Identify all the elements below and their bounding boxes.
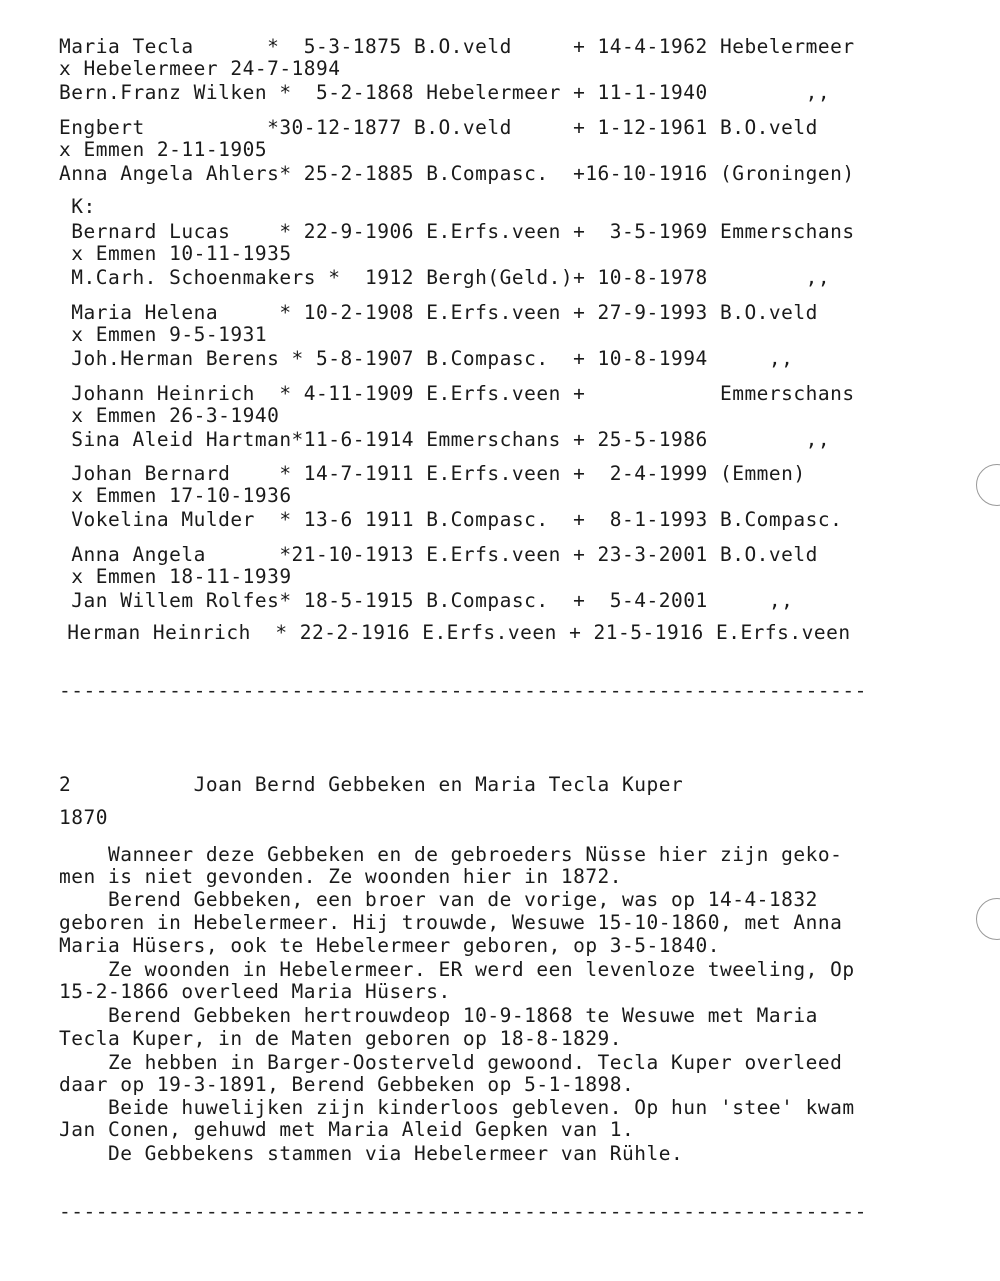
text-line: K: xyxy=(59,195,96,218)
text-line: Sina Aleid Hartman*11-6-1914 Emmerschans + 25-5-1986 ,, xyxy=(59,428,831,451)
text-line: x Emmen 17-10-1936 xyxy=(59,484,292,507)
text-line: Johann Heinrich * 4-11-1909 E.Erfs.veen + Emmerschans xyxy=(59,382,855,405)
text-line: x Emmen 2-11-1905 xyxy=(59,138,268,161)
text-line: x Emmen 18-11-1939 xyxy=(59,565,292,588)
divider-line: ------------------------------------------------------------------ xyxy=(59,1200,867,1223)
text-line: Johan Bernard * 14-7-1911 E.Erfs.veen + 2-4-1999 (Emmen) xyxy=(59,462,806,485)
punch-hole-mark xyxy=(976,898,1000,940)
text-line: Anna Angela *21-10-1913 E.Erfs.veen + 23-3-2001 B.O.veld xyxy=(59,543,818,566)
text-line: Maria Tecla * 5-3-1875 B.O.veld + 14-4-1962 Hebelermeer xyxy=(59,35,855,58)
text-line: Joh.Herman Berens * 5-8-1907 B.Compasc. + 10-8-1994 ,, xyxy=(59,347,794,370)
divider-line: ------------------------------------------------------------------ xyxy=(59,679,867,702)
text-line: Tecla Kuper, in de Maten geboren op 18-8-1829. xyxy=(59,1027,623,1050)
text-line: Bern.Franz Wilken * 5-2-1868 Hebelermeer + 11-1-1940 ,, xyxy=(59,81,831,104)
section-year: 1870 xyxy=(59,806,108,829)
text-line: Ze woonden in Hebelermeer. ER werd een levenloze tweeling, Op xyxy=(59,958,855,981)
text-line: Maria Hüsers, ook te Hebelermeer geboren, op 3-5-1840. xyxy=(59,934,720,957)
text-line: Jan Willem Rolfes* 18-5-1915 B.Compasc. + 5-4-2001 ,, xyxy=(59,589,794,612)
text-line: Berend Gebbeken hertrouwdeop 10-9-1868 te Wesuwe met Maria xyxy=(59,1004,818,1027)
text-line: M.Carh. Schoenmakers * 1912 Bergh(Geld.)+ 10-8-1978 ,, xyxy=(59,266,831,289)
text-line: Jan Conen, gehuwd met Maria Aleid Gepken van 1. xyxy=(59,1118,635,1141)
text-line: x Emmen 9-5-1931 xyxy=(59,323,268,346)
punch-hole-mark xyxy=(976,464,1000,506)
text-line: Anna Angela Ahlers* 25-2-1885 B.Compasc. +16-10-1916 (Groningen) xyxy=(59,162,855,185)
text-line: geboren in Hebelermeer. Hij trouwde, Wesuwe 15-10-1860, met Anna xyxy=(59,911,843,934)
text-line: Maria Helena * 10-2-1908 E.Erfs.veen + 27-9-1993 B.O.veld xyxy=(59,301,818,324)
text-line: x Emmen 10-11-1935 xyxy=(59,242,292,265)
text-line: Ze hebben in Barger-Oosterveld gewoond. Tecla Kuper overleed xyxy=(59,1051,843,1074)
text-line: daar op 19-3-1891, Berend Gebbeken op 5-1-1898. xyxy=(59,1073,635,1096)
section-heading: 2 Joan Bernd Gebbeken en Maria Tecla Kuper xyxy=(59,773,684,796)
text-line: x Emmen 26-3-1940 xyxy=(59,404,280,427)
text-line: De Gebbekens stammen via Hebelermeer van Rühle. xyxy=(59,1142,684,1165)
text-line: Herman Heinrich * 22-2-1916 E.Erfs.veen + 21-5-1916 E.Erfs.veen xyxy=(55,621,851,644)
text-line: Vokelina Mulder * 13-6 1911 B.Compasc. + 8-1-1993 B.Compasc. xyxy=(59,508,843,531)
text-line: Beide huwelijken zijn kinderloos gebleven. Op hun 'stee' kwam xyxy=(59,1096,855,1119)
text-line: men is niet gevonden. Ze woonden hier in 1872. xyxy=(59,865,623,888)
text-line: Wanneer deze Gebbeken en de gebroeders Nüsse hier zijn geko- xyxy=(59,843,843,866)
text-line: Engbert *30-12-1877 B.O.veld + 1-12-1961 B.O.veld xyxy=(59,116,818,139)
text-line: Berend Gebbeken, een broer van de vorige, was op 14-4-1832 xyxy=(59,888,818,911)
text-line: x Hebelermeer 24-7-1894 xyxy=(59,57,341,80)
text-line: 15-2-1866 overleed Maria Hüsers. xyxy=(59,980,451,1003)
text-line: Bernard Lucas * 22-9-1906 E.Erfs.veen + 3-5-1969 Emmerschans xyxy=(59,220,855,243)
